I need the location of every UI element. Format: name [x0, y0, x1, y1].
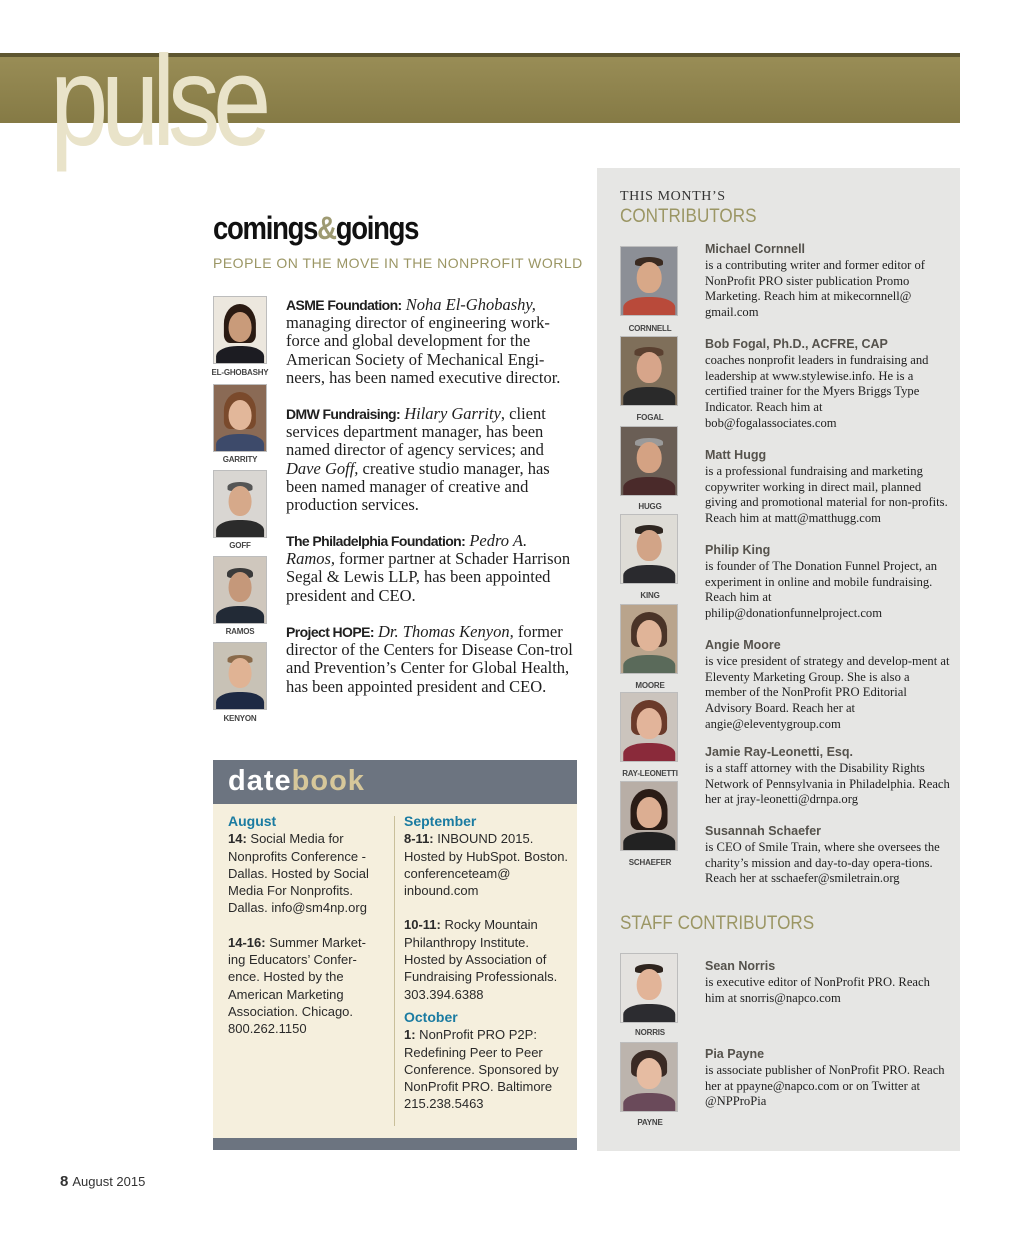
contributor-name: Sean Norris: [705, 959, 776, 973]
headshot-ramos: [213, 556, 267, 624]
photo-label: GARRITY: [222, 455, 258, 464]
contributor-text: is executive editor of NonProfit PRO. Reach him at snorris@napco.com: [705, 974, 930, 1005]
contributor-text: is a professional fundraising and marketing copywriter working in direct mail, planned giving and promotional material for non-profits. Reach him at matt@matthugg.com: [705, 463, 948, 526]
contributor-name: Michael Cornnell: [705, 242, 806, 256]
datebook-month: October: [404, 1008, 458, 1025]
headshot-king: [620, 514, 678, 584]
photo-label: NORRIS: [635, 1028, 665, 1037]
title-ampersand: &: [317, 210, 336, 246]
event-text: Summer Market-ing Educators’ Confer-ence. Hosted by the American Marketing Association. Chicago. 800.262.1150: [228, 934, 366, 1037]
contributor-bio: [705, 543, 950, 622]
contributor-text: is founder of The Donation Funnel Project, an experiment in online and mobile fundraising. Reach him at philip@donationfunnelproject.com: [705, 558, 938, 621]
contributor-bio: [705, 745, 950, 808]
entry-person: Pedro A. Ramos,: [286, 531, 528, 569]
photo-label: SCHAEFER: [628, 858, 672, 867]
headshot-moore: [620, 604, 678, 674]
photo-label: CORNNELL: [628, 324, 672, 333]
contributors-kicker: THIS MONTH’S: [620, 189, 726, 204]
entry-text: former director of the Centers for Disease Con-trol and Prevention’s Center for Global Health, has been appointed president and CEO.: [286, 622, 573, 696]
page-folio: [60, 1173, 145, 1190]
event-date: 14-16:: [228, 934, 266, 950]
datebook-right-column: [404, 813, 569, 1130]
appointment-entry: [286, 405, 578, 514]
datebook-event: [404, 1026, 569, 1112]
headshot-fogal: [620, 336, 678, 406]
contributor-text: coaches nonprofit leaders in fundraising and leadership at www.stylewise.info. He is a certified trainer for the Myers Briggs Type Indicator. Reach him at bob@fogalassociates.com: [705, 352, 929, 430]
contributor-name: Philip King: [705, 543, 771, 557]
photo-label: KENYON: [223, 714, 257, 723]
datebook-month: September: [404, 813, 477, 829]
entry-org: ASME Foundation:: [286, 297, 402, 313]
staff-bio: [705, 959, 950, 1006]
contributor-bio: [705, 638, 950, 733]
photo-label: EL-GHOBASHY: [211, 368, 269, 377]
datebook-column-divider: [394, 816, 395, 1126]
contributor-bio: [705, 824, 950, 887]
headshot-goff: [213, 470, 267, 538]
datebook-left-column: [228, 813, 383, 1055]
comings-goings-subtitle: PEOPLE ON THE MOVE IN THE NONPROFIT WORLD: [213, 255, 583, 271]
photo-label: RAMOS: [225, 627, 255, 636]
entry-person: Hilary Garrity: [404, 404, 501, 423]
datebook-event: [228, 830, 383, 916]
photo-label: RAY-LEONETTI: [622, 769, 678, 778]
event-text: Social Media for Nonprofits Conference - Dallas. Hosted by Social Media For Nonprofits. Dallas. info@sm4np.org: [228, 831, 369, 916]
entry-person: Dr. Thomas Kenyon,: [378, 622, 514, 641]
contributor-name: Pia Payne: [705, 1047, 765, 1061]
event-date: 1:: [404, 1027, 416, 1043]
contributors-heading: CONTRIBUTORS: [620, 206, 757, 227]
headshot-ray-leonetti: [620, 692, 678, 762]
datebook-title-b: book: [291, 765, 365, 797]
title-goings: goings: [335, 210, 419, 246]
event-text: Rocky Mountain Philanthropy Institute. Hosted by Association of Fundraising Professionals. 303.394.6388: [404, 917, 558, 1002]
contributor-text: is a staff attorney with the Disability Rights Network of Pennsylvania in Philadelphia. Reach her at jray-leonetti@drnpa.org: [705, 760, 950, 807]
contributor-bio: [705, 337, 950, 432]
contributor-text: is CEO of Smile Train, where she oversees the charity’s mission and day-to-day opera-tions. Reach her at sschaefer@smiletrain.org: [705, 839, 940, 886]
contributor-name: Susannah Schaefer: [705, 824, 822, 838]
contributor-text: is a contributing writer and former editor of NonProfit PRO sister publication Promo Marketing. Reach him at mikecornnell@ gmail.com: [705, 257, 925, 320]
title-comings: comings: [213, 210, 318, 246]
photo-label: KING: [640, 591, 660, 600]
event-text: NonProfit PRO P2P: Redefining Peer to Peer Conference. Sponsored by NonProfit PRO. Baltimore 215.238.5463: [404, 1027, 559, 1112]
entry-person: Noha El-Ghobashy,: [405, 295, 536, 314]
event-date: 8-11:: [404, 831, 434, 847]
comings-goings-title: [213, 212, 418, 244]
headshot-garrity: [213, 384, 267, 452]
entry-org: DMW Fundraising:: [286, 406, 401, 422]
headshot-payne: [620, 1042, 678, 1112]
datebook-title: [228, 765, 365, 798]
appointment-entry: [286, 623, 578, 696]
entry-text: managing director of engineering work-force and global development for the American Society of Mechanical Engi-neers, has been named executive director.: [286, 313, 561, 387]
photo-label: PAYNE: [637, 1118, 663, 1127]
entry-text: former partner at Schader Harrison Segal & Lewis LLP, has been appointed president and CEO.: [286, 549, 571, 605]
contributor-name: Matt Hugg: [705, 448, 767, 462]
event-date: 14:: [228, 831, 247, 847]
staff-contributors-heading: STAFF CONTRIBUTORS: [620, 913, 815, 934]
headshot-el-ghobashy: [213, 296, 267, 364]
appointment-entry: [286, 296, 578, 387]
staff-bio: [705, 1047, 950, 1110]
contributor-name: Bob Fogal, Ph.D., ACFRE, CAP: [705, 337, 888, 351]
section-title: pulse: [50, 30, 265, 173]
headshot-hugg: [620, 426, 678, 496]
photo-label: FOGAL: [636, 413, 664, 422]
photo-label: MOORE: [635, 681, 665, 690]
contributor-name: Jamie Ray-Leonetti, Esq.: [705, 745, 853, 759]
event-date: 10-11:: [404, 917, 441, 933]
entry-text: , client services department manager, has been named director of agency services; and: [286, 404, 546, 460]
datebook-event: [404, 916, 569, 1002]
entry-org: The Philadelphia Foundation:: [286, 533, 466, 549]
entry-text-2: creative studio manager, has been named manager of creative and production services.: [286, 458, 550, 515]
headshot-cornnell: [620, 246, 678, 316]
datebook-title-a: date: [228, 765, 292, 797]
issue-date: August 2015: [72, 1174, 146, 1189]
datebook-footer-bar: [213, 1138, 577, 1150]
contributor-bio: [705, 242, 950, 321]
contributor-text: is vice president of strategy and develop-ment at Eleventy Marketing Group. She is also a member of the NonProfit PRO Editorial Advisory Board. Reach her at angie@eleventygroup.com: [705, 653, 950, 731]
contributor-name: Angie Moore: [705, 638, 781, 652]
contributor-bio: [705, 448, 950, 527]
headshot-kenyon: [213, 642, 267, 710]
page-number: 8: [60, 1173, 69, 1190]
event-text: INBOUND 2015. Hosted by HubSpot. Boston. conferenceteam@ inbound.com: [404, 831, 569, 899]
entry-org: Project HOPE:: [286, 624, 374, 640]
headshot-schaefer: [620, 781, 678, 851]
entry-person-2: Dave Goff,: [286, 458, 359, 478]
datebook-event: [228, 934, 383, 1038]
datebook-event: [404, 830, 569, 899]
headshot-norris: [620, 953, 678, 1023]
photo-label: HUGG: [638, 502, 662, 511]
contributor-text: is associate publisher of NonProfit PRO. Reach her at ppayne@napco.com or on Twitter at @NPProPia: [705, 1062, 945, 1109]
photo-label: GOFF: [229, 541, 251, 550]
appointment-entry: [286, 532, 578, 605]
datebook-month: August: [228, 813, 277, 829]
